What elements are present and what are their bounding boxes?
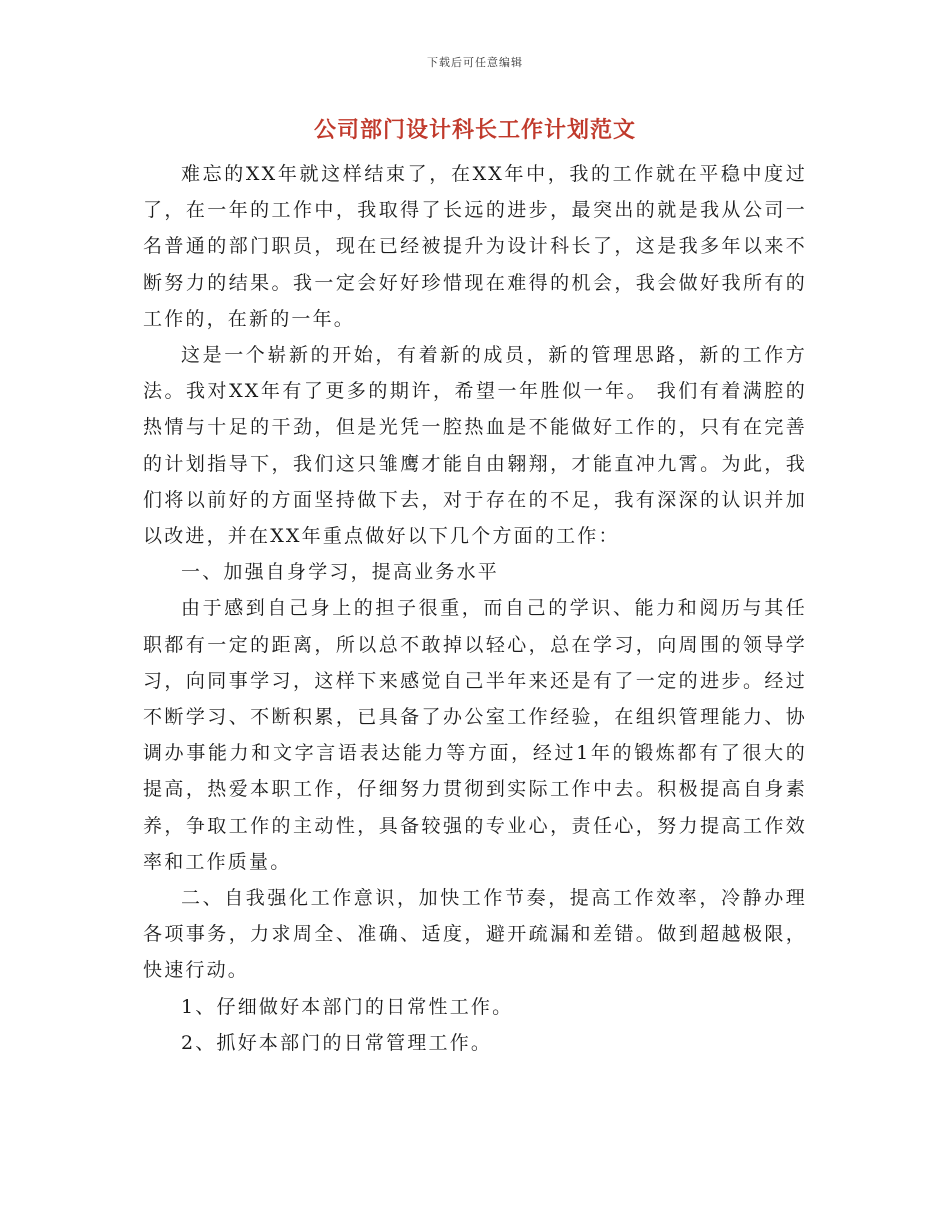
- document-body: [143, 156, 807, 1061]
- paragraph-intro: 难忘的XX年就这样结束了，在XX年中，我的工作就在平稳中度过了，在一年的工作中，我取得了长远的进步，最突出的就是我从公司一名普通的部门职员，现在已经被提升为设计科长了，这是我多年以来不断努力的结果。我一定会好好珍惜现在难得的机会，我会做好我所有的工作的，在新的一年。: [143, 163, 807, 330]
- section-heading-two: 二、自我强化工作意识，加快工作节奏，提高工作效率，冷静办理各项事务，力求周全、准确、适度，避开疏漏和差错。做到超越极限，快速行动。: [143, 887, 807, 982]
- list-item-one: 1、仔细做好本部门的日常性工作。: [181, 995, 514, 1018]
- header-note: 下载后可任意编辑: [427, 56, 523, 69]
- paragraph-new-start: 这是一个崭新的开始，有着新的成员，新的管理思路，新的工作方法。我对XX年有了更多的期许，希望一年胜似一年。 我们有着满腔的热情与十足的干劲，但是光凭一腔热血是不能做好工作的，只有在完善的计划指导下，我们这只雏鹰才能自由翱翔，才能直冲九霄。为此，我们将以前好的方面坚持做下去，对于存在的不足，我有深深的认识并加以改进，并在XX年重点做好以下几个方面的工作：: [143, 344, 807, 548]
- section-heading-one: 一、加强自身学习，提高业务水平: [181, 561, 500, 584]
- document-title: 公司部门设计科长工作计划范文: [313, 118, 636, 143]
- list-item-two: 2、抓好本部门的日常管理工作。: [181, 1031, 493, 1054]
- paragraph-learning: 由于感到自己身上的担子很重，而自己的学识、能力和阅历与其任职都有一定的距离，所以总不敢掉以轻心，总在学习，向周围的领导学习，向同事学习，这样下来感觉自己半年来还是有了一定的进步。经过不断学习、不断积累，已具备了办公室工作经验，在组织管理能力、协调办事能力和文字言语表达能力等方面，经过1年的锻炼都有了很大的提高，热爱本职工作，仔细努力贯彻到实际工作中去。积极提高自身素养，争取工作的主动性，具备较强的专业心，责任心，努力提高工作效率和工作质量。: [143, 597, 807, 873]
